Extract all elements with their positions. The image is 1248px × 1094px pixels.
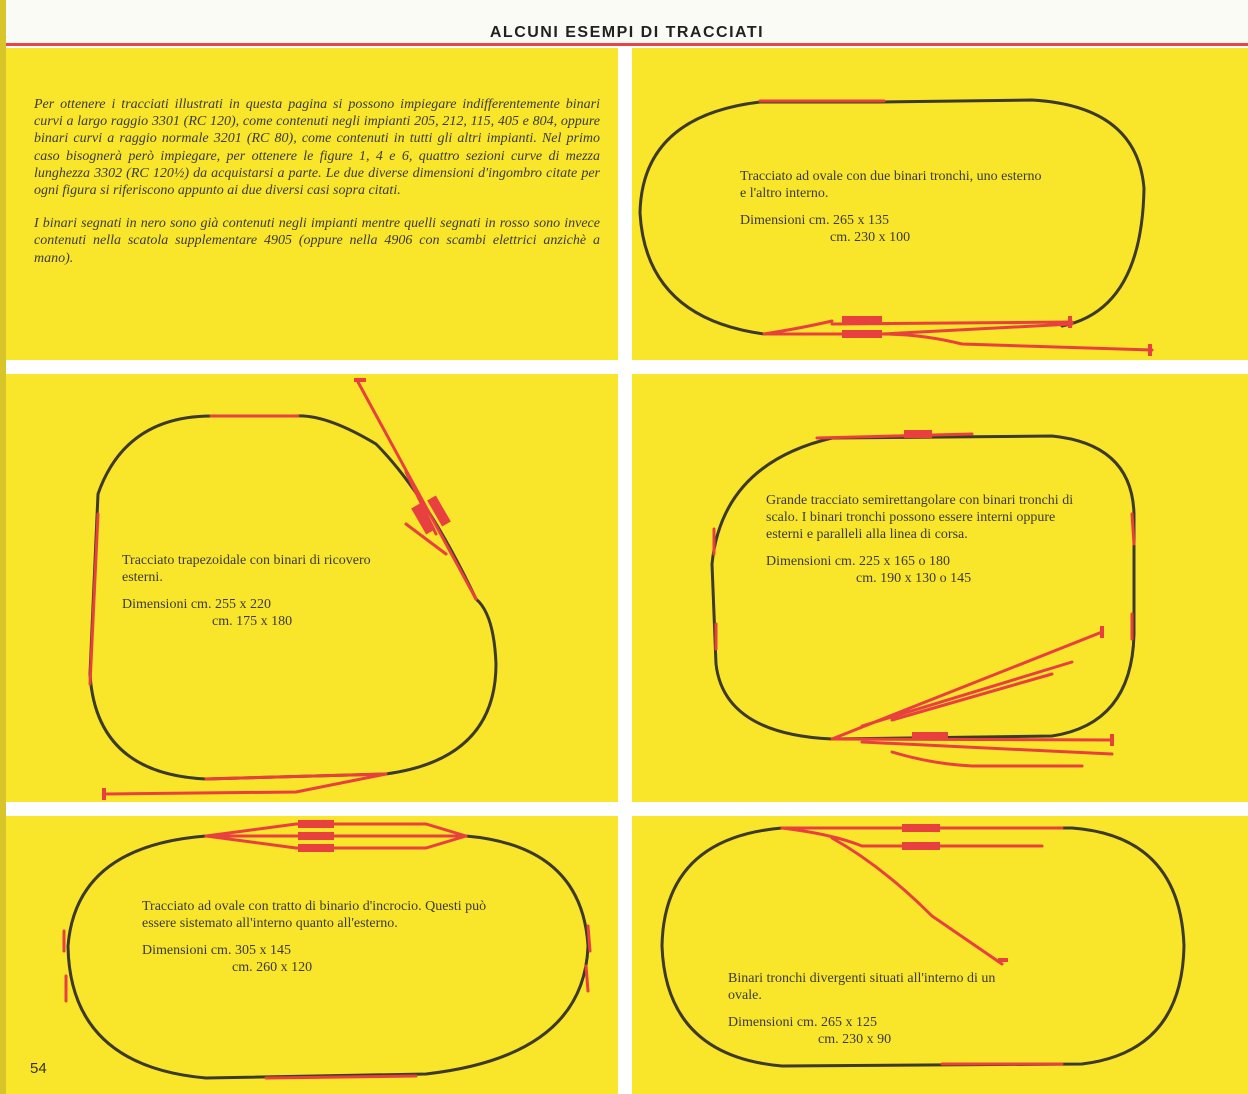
track-red xyxy=(764,321,1152,350)
layout-4-dim-2: cm. 260 x 120 xyxy=(232,960,313,975)
layout-panel-1 xyxy=(632,48,1248,360)
track-diagram-3 xyxy=(632,374,1248,802)
layout-2-caption: Tracciato trapezoidale con binari di ricovero esterni. xyxy=(122,553,371,585)
turnout-symbol xyxy=(842,330,882,338)
buffer-stop xyxy=(354,378,366,382)
layout-5-caption-block xyxy=(728,970,1008,1048)
track-red xyxy=(266,1076,416,1078)
turnout-symbol xyxy=(842,316,882,324)
track-red xyxy=(90,514,98,684)
layout-3-caption-block xyxy=(766,492,1076,587)
track-red xyxy=(206,824,466,848)
layout-5-dim-1: cm. 265 x 125 xyxy=(796,1015,877,1030)
turnout-symbol xyxy=(904,430,932,438)
layout-3-dim-2: cm. 190 x 130 o 145 xyxy=(856,571,972,586)
page-title: ALCUNI ESEMPI DI TRACCIATI xyxy=(489,24,765,41)
layout-4-dimensions xyxy=(142,942,512,976)
layout-4-dim-label: Dimensioni xyxy=(142,943,208,958)
page-header xyxy=(6,0,1248,44)
layout-2-caption-block xyxy=(122,552,402,630)
layout-panel-4 xyxy=(6,816,618,1094)
layout-5-dim-label: Dimensioni xyxy=(728,1015,794,1030)
layout-4-caption-block xyxy=(142,898,512,976)
layout-1-dim-1: cm. 265 x 135 xyxy=(808,213,889,228)
buffer-stop xyxy=(1068,316,1072,328)
layout-3-caption: Grande tracciato semirettangolare con binari tronchi di scalo. I binari tronchi possono essere interni oppure esterni e paralleli alla linea di corsa. xyxy=(766,493,1074,542)
layout-5-caption: Binari tronchi divergenti situati all'interno di un ovale. xyxy=(728,971,996,1003)
buffer-stop xyxy=(102,788,106,800)
intro-paragraph-2: I binari segnati in nero sono già contenuti negli impianti mentre quelli segnati in rosso sono invece contenuti nella scatola supplementare 4905 (oppure nella 4906 con scambi elettrici anzichè a mano). xyxy=(34,216,600,266)
turnout-symbol xyxy=(298,832,334,840)
layout-panel-5 xyxy=(632,816,1248,1094)
buffer-stop xyxy=(1110,734,1114,746)
layout-3-dim-1: cm. 225 x 165 o 180 xyxy=(834,554,950,569)
layout-1-caption: Tracciato ad ovale con due binari tronchi, uno esterno e l'altro interno. xyxy=(740,169,1042,201)
track-black xyxy=(712,436,1134,739)
layout-3-dim-label: Dimensioni xyxy=(766,554,832,569)
page-number: 54 xyxy=(30,1060,47,1077)
intro-panel xyxy=(6,48,618,360)
layout-1-caption-block xyxy=(740,168,1050,246)
layout-4-dim-1: cm. 305 x 145 xyxy=(210,943,291,958)
turnout-symbol xyxy=(912,732,948,740)
layout-1-dimensions xyxy=(740,212,1050,246)
layout-panel-2 xyxy=(6,374,618,802)
layout-4-caption: Tracciato ad ovale con tratto di binario d'incrocio. Questi può essere sistemato all'interno quanto all'esterno. xyxy=(142,899,487,931)
intro-text xyxy=(34,96,600,283)
layout-2-dim-2: cm. 175 x 180 xyxy=(212,614,293,629)
track-red xyxy=(106,774,386,794)
turnout-symbol xyxy=(298,820,334,828)
layout-panel-3 xyxy=(632,374,1248,802)
track-diagram-5 xyxy=(632,816,1248,1094)
buffer-stop xyxy=(998,958,1008,962)
layout-1-dim-label: Dimensioni xyxy=(740,213,806,228)
layout-5-dim-2: cm. 230 x 90 xyxy=(818,1032,892,1047)
buffer-stop xyxy=(1148,344,1152,356)
layout-1-dim-2: cm. 230 x 100 xyxy=(830,230,911,245)
buffer-stop xyxy=(1100,626,1104,638)
layout-2-dim-label: Dimensioni xyxy=(122,597,188,612)
turnout-symbol xyxy=(298,844,334,852)
layout-2-dimensions xyxy=(122,596,402,630)
layout-2-dim-1: cm. 255 x 220 xyxy=(190,597,271,612)
track-red xyxy=(832,632,1112,766)
layout-3-dimensions xyxy=(766,553,1076,587)
header-rule xyxy=(6,43,1248,46)
layout-5-dimensions xyxy=(728,1014,1008,1048)
turnout-symbol xyxy=(902,824,940,832)
turnout-symbol xyxy=(902,842,940,850)
intro-paragraph-1: Per ottenere i tracciati illustrati in questa pagina si possono impiegare indifferentemente binari curvi a largo raggio 3301 (RC 120), come contenuti negli impianti 205, 212, 115, 405 e 804, oppure binari curvi a raggio normale 3201 (RC 80), come contenuti in tutti gli altri impianti. Nel primo caso bisognerà però impiegare, per ottenere le figure 1, 4 e 6, quattro sezioni curve di mezza lunghezza 3302 (RC 120½) da acquistarsi a parte. Le due diverse dimensioni d'ingombro citate per ogni figura si riferiscono appunto ai due diversi casi sopra citati. xyxy=(34,97,600,199)
